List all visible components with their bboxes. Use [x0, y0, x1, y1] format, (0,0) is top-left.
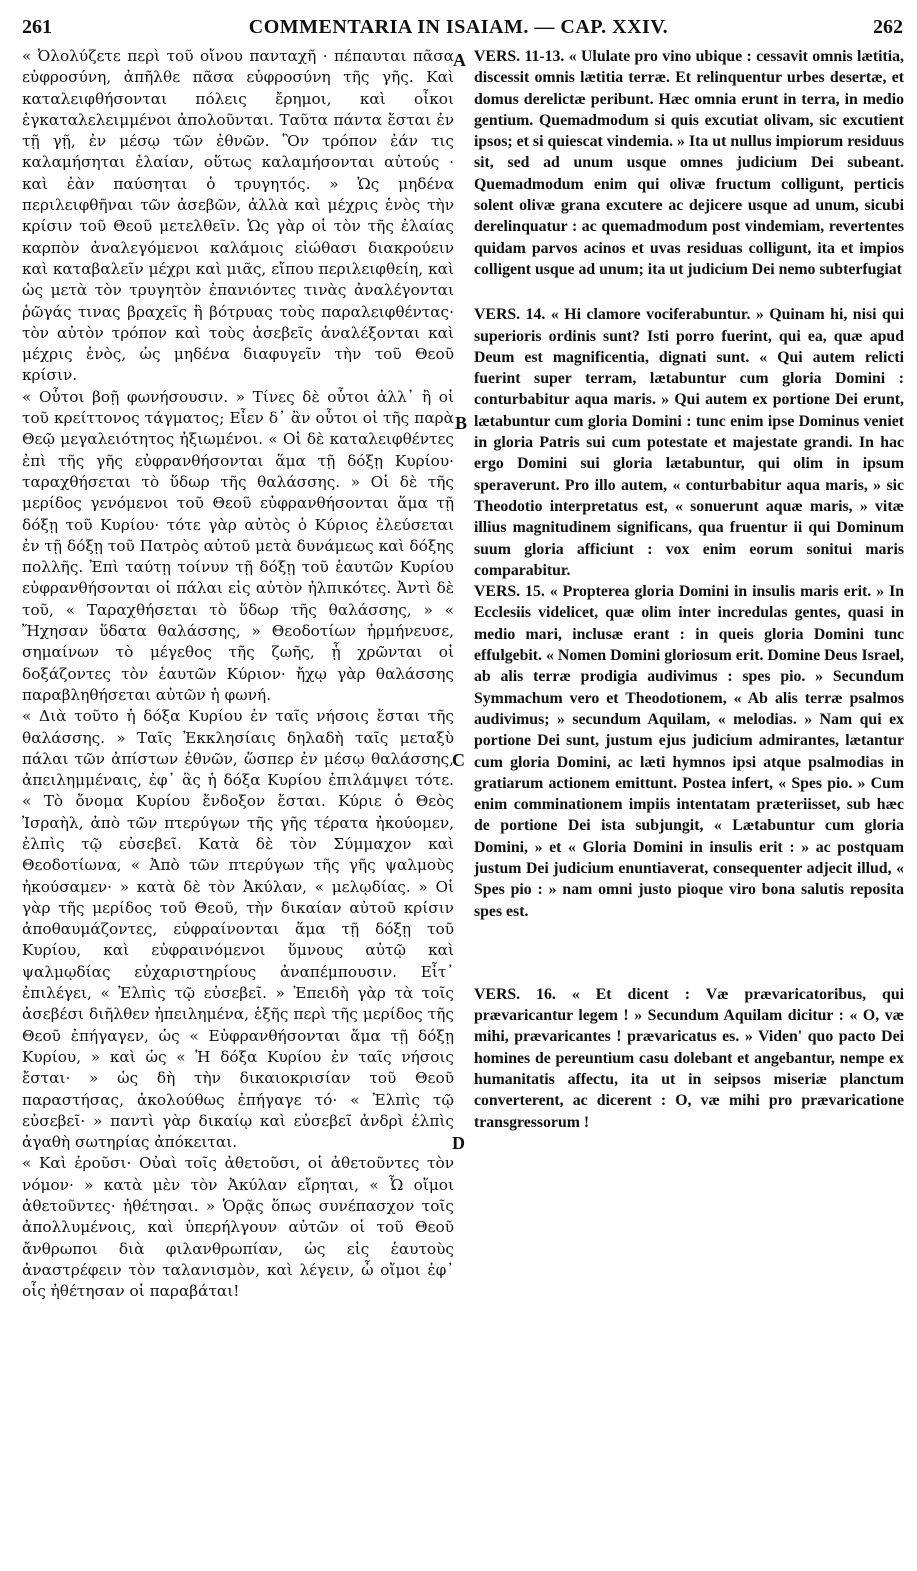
greek-paragraph-vers-16: « Καὶ ἐροῦσι· Οὐαὶ τοῖς ἀθετοῦσι, οἱ ἀθετοῦντες τὸν νόμον· » κατὰ μὲν τὸν Ἀκύλαν εἴρηται, « Ὦ οἴμοι ἀθετοῦντες· ἠθέτησαι. » Ὁρᾷς ὅπως συνέπασχον τοῖς ἀπολλυμένοις, καὶ ὑπερήλγουν αὐτῶν οἱ τοῦ Θεοῦ ἄνθρωποι διὰ φιλανθρωπίαν, ὡς εἰς ἑαυτοὺς ἀναστρέφειν τὸν ταλανισμὸν, καὶ λέγειν, ὦ οἴμοι ἐφ᾽ οἷς ἠθέτησαν οἱ παραβάται!: [22, 1154, 454, 1301]
page-number-right: 262: [873, 16, 903, 38]
section-marker-b: B: [455, 413, 468, 433]
greek-column: [22, 46, 454, 1303]
latin-paragraph-vers-11-13: VERS. 11-13. « Ululate pro vino ubique : cessavit omnis lætitia, discessit omnis lætitia terræ. Et relinquentur urbes desertæ, et domus derelictæ peribunt. Hæc omnia erunt in terra, in medio gentium. Quemadmodum si quis excutiat olivam, sic excutient ipsos; et si quiescat vindemia. » Ita ut nullus impiorum residuus sit, sed ad unum usque omnes judicium Dei subeant. Quemadmodum enim qui olivæ fructum colligunt, perticis solent olivæ grana excutere ac dejicere usque ad unum, sicubi derelinquatur : ac quemadmodum post vindemiam, revertentes quidam parvos acinos et uvas residuas colligunt, ita et impios colligent usque ad unum; ita ut judicium Dei nemo subterfugiat: [474, 48, 904, 278]
page-header: [0, 0, 917, 46]
section-marker-a: A: [453, 50, 466, 70]
latin-paragraph-vers-15: VERS. 15. « Propterea gloria Domini in insulis maris erit. » In Ecclesiis videlicet, quæ olim inter incredulas gentes, quasi in medio mari, inclusæ erant : in queis gloria Domini tunc effulgebit. « Nomen Domini gloriosum erit. Domine Deus Israel, ab alis terræ prodigia audivimus : spes pio. » Secundum Symmachum vero et Theodotionem, « Ab alis terræ psalmos audivimus; » secundum Aquilam, « melodias. » Nam qui ex portione Dei sunt, justum ejus judicium admirantes, lætantur cum gloria Domini, ac læti hymnos ipsi atque psalmodias in gratiarum actionem emittunt. Postea infert, « Spes pio. » Cum enim comminationem impiis intentatam præteriisset, sub hæc de portione Dei ista subjungit, « Lætabuntur cum gloria Domini, » et « Gloria Domini in insulis erit : » ac postquam justum Dei judicium enuntiaverat, consequenter adjecit illud, « Spes pio : » nam omni justo pioque viro bona salutis reposita spes est.: [474, 583, 904, 920]
running-title: COMMENTARIA IN ISAIAM. — CAP. XXIV.: [248, 16, 669, 38]
greek-paragraph-vers-15: « Διὰ τοῦτο ἡ δόξα Κυρίου ἐν ταῖς νήσοις ἔσται τῆς θαλάσσης. » Ταῖς Ἐκκλησίαις δηλαδὴ ταῖς μεταξὺ πάλαι τῶν ἀπίστων ἐθνῶν, ὥσπερ ἐν μέσῳ θαλάσσης, ἀπειλημμέναις, ἐφ᾽ ἃς ἡ δόξα Κυρίου ἐπιλάμψει τότε. « Τὸ ὄνομα Κυρίου ἔνδοξον ἔσται. Κύριε ὁ Θεὸς Ἰσραὴλ, ἀπὸ τῶν πτερύγων τῆς γῆς τέρατα ἠκούομεν, ἐλπὶς τῷ εὐσεβεῖ. Κατὰ δὲ τὸν Σύμμαχον καὶ Θεοδοτίωνα, « Ἀπὸ τῶν πτερύγων τῆς γῆς ψαλμοὺς ἠκούσαμεν· » κατὰ δὲ τὸν Ἀκύλαν, « μελῳδίας. » Οἱ γὰρ τῆς μερίδος τοῦ Θεοῦ, τὴν δικαίαν αὐτοῦ κρίσιν ἀποθαυμάζοντες, εὐφραίνονται ἅμα τῇ δόξῃ τοῦ Κυρίου, καὶ εὐφραινόμενοι ὕμνους αὐτῷ καὶ ψαλμῳδίας εὐχαριστηρίους ἀναπέμπουσιν. Εἶτ᾽ ἐπιλέγει, « Ἐλπὶς τῷ εὐσεβεῖ. » Ἐπειδὴ γὰρ τὰ τοῖς ἀσεβέσι διῆλθεν ἠπειλημένα, ἑξῆς περὶ τῆς μερίδος τῆς Θεοῦ ἐπήγαγεν, ὡς « Εὐφρανθήσονται ἅμα τῇ δόξῃ Κυρίου, » καὶ ὡς « Ἡ δόξα Κυρίου ἐν ταῖς νήσοις ἔσται· » ὡς δὴ τὴν δικαιοκρισίαν τοῦ Θεοῦ παραστήσας, ἀκολούθως ἐπήγαγε τό· « Ἐλπὶς τῷ εὐσεβεῖ· » παντὶ γὰρ δικαίῳ καὶ εὐσεβεῖ ἀνδρὶ ἐλπὶς ἀγαθὴ σωτηρίας ἀπόκειται.: [22, 707, 454, 1152]
section-marker-c: C: [452, 750, 465, 770]
greek-paragraph-vers-14: « Οὗτοι βοῇ φωνήσουσιν. » Τίνες δὲ οὗτοι ἀλλ᾽ ἢ οἱ τοῦ κρείττονος τάγματος; Εἶεν δ᾽ ἂν οὗτοι οἱ τῆς παρὰ Θεῷ μεγαλειότητος ἠξιωμένοι. « Οἱ δὲ καταλειφθέντες ἐπὶ τῆς γῆς εὐφρανθήσονται ἅμα τῇ δόξῃ Κυρίου· ταραχθήσεται τὸ ὕδωρ τῆς θαλάσσης. » Οἱ δὲ τῆς μερίδος γενόμενοι τοῦ Θεοῦ εὐφρανθήσονται ἅμα τῇ δόξῃ τοῦ Κυρίου· τότε γὰρ αὐτὸς ὁ Κύριος ἐλεύσεται ἐν τῇ δόξῃ τοῦ Πατρὸς αὐτοῦ μετὰ δυνάμεως καὶ δόξης πολλῆς. Ἐπὶ ταύτῃ τοίνυν τῇ δόξῃ τοῦ ἑαυτῶν Κυρίου εὐφρανθήσονται οἱ πάλαι εἰς αὐτὸν ἠλπικότες. Ἀντὶ δὲ τοῦ, « Ταραχθήσεται τὸ ὕδωρ τῆς θαλάσσης, » « Ἤχησαν ὕδατα θαλάσσης, » Θεοδοτίων ἡρμήνευσε, σημαίνων τὸ μέγεθος τῆς ζωῆς, ᾗ χρῶνται οἱ δοξάζοντες τὸν ἑαυτῶν Κύριον· ἤχῳ γὰρ θαλάσσης παραβληθήσεται αὐτῶν ἡ φωνή.: [22, 387, 454, 704]
latin-paragraph-vers-14: VERS. 14. « Hi clamore vociferabuntur. » Quinam hi, nisi qui superioris ordinis sunt? Isti porro fuerint, qui ea, quæ apud Deum est magnificentia, dignati sunt. « Qui autem relicti fuerint super terram, lætabuntur cum gloria Domini : conturbabitur aqua maris. » Qui autem ex portione Dei erunt, lætabuntur cum gloria Domini : tunc enim ipse Dominus veniet in gloria Patris sui cum potestate et majestate grandi. In hac ergo Domini sui gloria lætabuntur, qui olim in ipsum speraverunt. Pro illo autem, « conturbabitur aqua maris, » sic Theodotio interpretatus est, « sonuerunt aquæ maris, » vitæ illius magnitudinem significans, qua fruentur ii qui Dominum suum gloria afficiunt : vox enim eorum sonitui maris comparabitur.: [474, 306, 904, 579]
greek-paragraph-vers-11-13: « Ὀλολύζετε περὶ τοῦ οἴνου πανταχῆ · πέπαυται πᾶσα εὐφροσύνη, ἀπῆλθε πᾶσα εὐφροσύνη τῆς γῆς. Καὶ καταλειφθήσονται πόλεις ἔρημοι, καὶ οἶκοι ἐγκαταλελειμμένοι ἀπολοῦνται. Ταῦτα πάντα ἔσται ἐν τῇ γῇ, ἐν μέσῳ τῶν ἐθνῶν. Ὃν τρόπον ἐάν τις καλαμήσηται ἐλαίαν, οὕτως καλαμήσονται αὐτούς · καὶ ἐὰν παύσηται ὁ τρυγητός. » Ὡς μηδένα περιλειφθῆναι τῶν ἀσεβῶν, ἀλλὰ καὶ μέχρις ἑνὸς τὴν κρίσιν τοῦ Θεοῦ μετελθεῖν. Ὡς γὰρ οἱ τὸν τῆς ἐλαίας καρπὸν ἀναλεγόμενοι καλάμοις εἰώθασι διακρούειν καὶ καταβαλεῖν μέχρι καὶ μιᾶς, εἴπου περιλειφθείη, καὶ ὡς μετὰ τὸν τρυγητὸν ἐπανιόντες τινὰς ἀναλέγονται ῥῶγάς τινας βραχεῖς ἢ βότρυας τοὺς παραλειφθέντας· τὸν αὐτὸν τρόπον καὶ τοὺς ἀσεβεῖς ἀναλέξονται καὶ μέχρις ἑνὸς, ὡς μηδένα διαφυγεῖν τὴν τοῦ Θεοῦ κρίσιν.: [22, 47, 454, 385]
latin-column: [474, 46, 904, 1133]
section-marker-d: D: [452, 1133, 465, 1153]
page-number-left: 261: [22, 16, 52, 38]
latin-paragraph-vers-16: VERS. 16. « Et dicent : Væ prævaricatoribus, qui prævaricantur legem ! » Secundum Aquilam dicitur : « O, væ mihi, prævaricantes ! prævaricatus es. » Viden' quo pacto Dei homines de pereuntium casu dolebant et angebantur, nempe ex humanitatis affectu, ita ut in seipsos miseriæ planctum converterent, ac dicerent : O, væ mihi pro prævaricatione transgressorum !: [474, 985, 904, 1131]
